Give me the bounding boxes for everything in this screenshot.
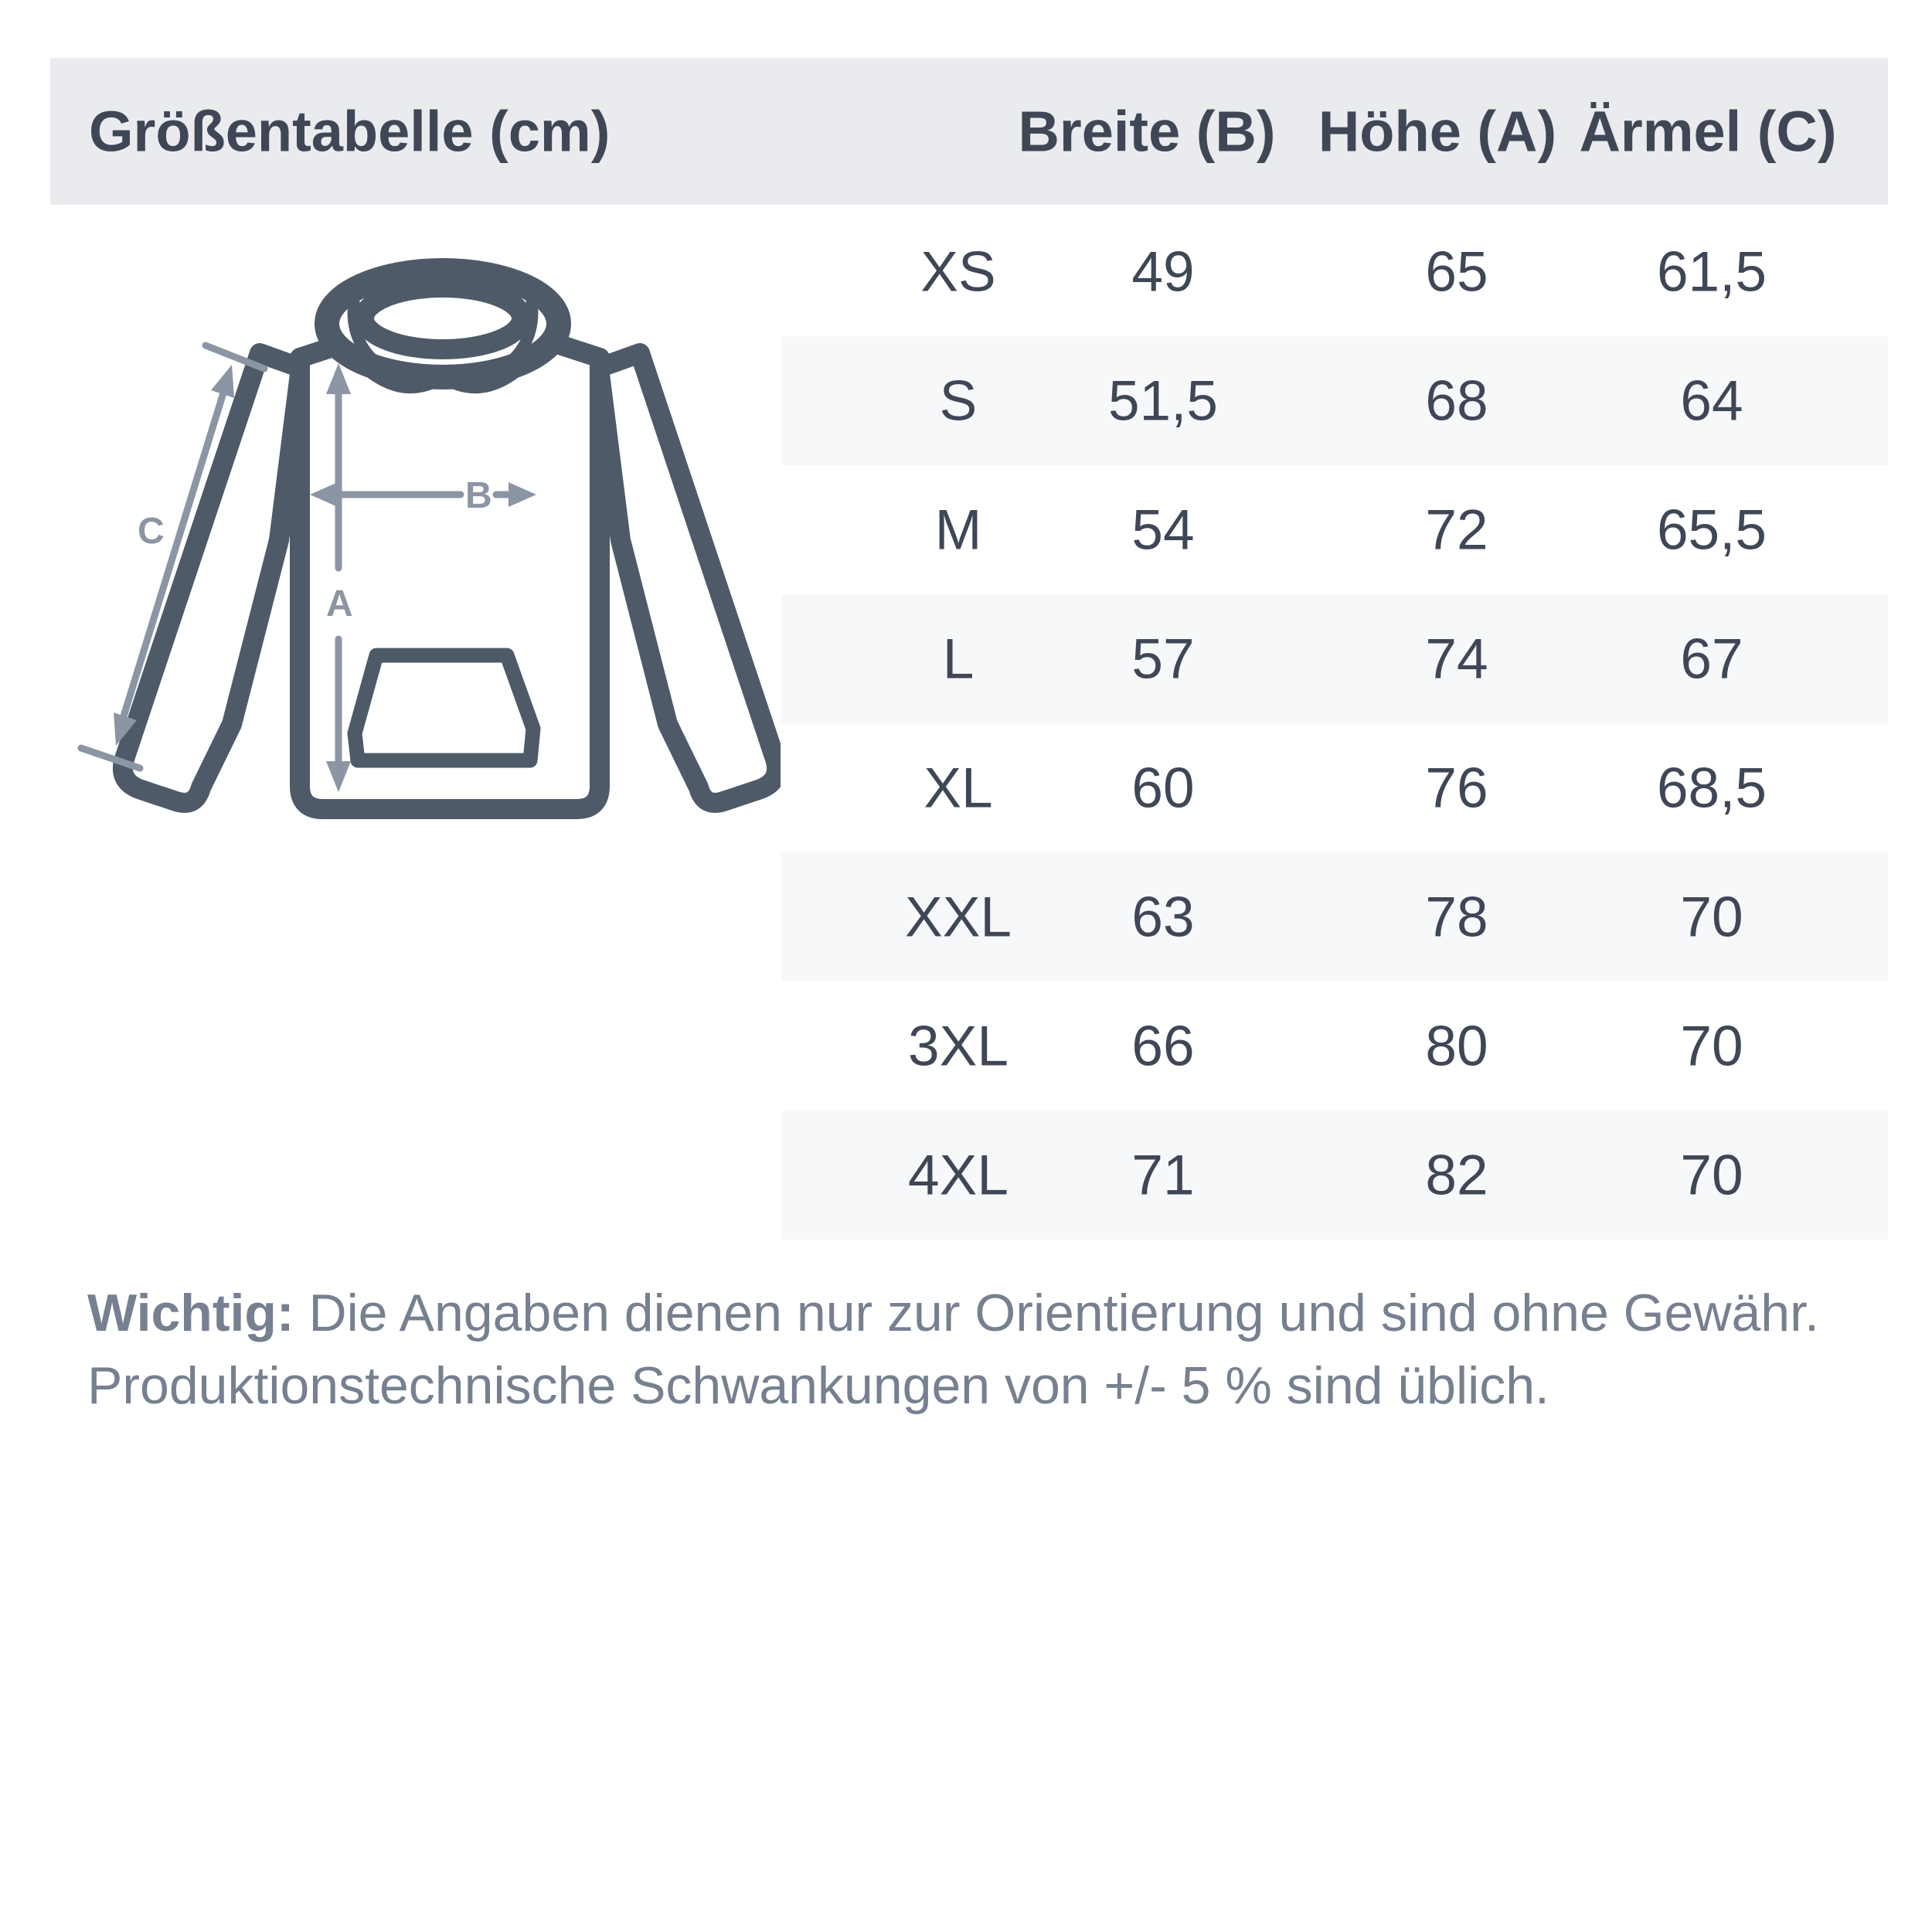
page-title: Größentabelle (cm) xyxy=(89,99,611,164)
hoodie-diagram xyxy=(46,151,781,846)
cell-b: 51,5 xyxy=(1107,369,1219,432)
hoodie-pocket xyxy=(355,655,533,760)
cell-a: 68 xyxy=(1425,369,1488,432)
cell-b: 54 xyxy=(1131,498,1195,561)
cell-size: M xyxy=(934,498,982,561)
cell-a: 82 xyxy=(1425,1144,1488,1206)
disclaimer-line1-text: Die Angaben dienen nur zur Orientierung und sind ohne Gewähr. xyxy=(294,1284,1819,1342)
column-header-aermel: Ärmel (C) xyxy=(1579,99,1837,164)
disclaimer-bold: Wichtig: xyxy=(87,1284,294,1342)
cell-c: 70 xyxy=(1680,886,1743,948)
disclaimer-line2: Produktionstechnische Schwankungen von +/- 5 % sind üblich. xyxy=(87,1356,1549,1415)
cell-a: 65 xyxy=(1425,240,1488,303)
column-header-breite: Breite (B) xyxy=(1018,99,1276,164)
arrow-c-head-up xyxy=(211,365,234,398)
cell-a: 76 xyxy=(1425,757,1488,819)
label-b: B xyxy=(465,475,492,516)
cell-c: 64 xyxy=(1680,369,1743,432)
table-row xyxy=(781,981,1888,1111)
hoodie-right-sleeve xyxy=(599,353,777,803)
table-row xyxy=(781,207,1888,336)
cell-size: L xyxy=(942,628,975,690)
table-row xyxy=(781,336,1888,465)
cell-b: 49 xyxy=(1131,240,1195,303)
table-row xyxy=(781,723,1888,852)
cell-b: 66 xyxy=(1131,1015,1195,1077)
table-row xyxy=(781,1111,1888,1240)
column-header-hoehe: Höhe (A) xyxy=(1318,99,1557,164)
cell-size: S xyxy=(939,369,978,432)
disclaimer-line1 xyxy=(87,1284,1819,1342)
cell-size: XL xyxy=(923,757,993,819)
cell-c: 61,5 xyxy=(1656,240,1767,303)
disclaimer-note xyxy=(87,1277,1880,1422)
cell-c: 70 xyxy=(1680,1144,1743,1206)
cell-b: 60 xyxy=(1131,757,1195,819)
cell-size: 4XL xyxy=(908,1144,1009,1206)
cell-b: 63 xyxy=(1131,886,1195,948)
cell-c: 68,5 xyxy=(1656,757,1767,819)
cell-b: 57 xyxy=(1131,628,1195,690)
table-row xyxy=(781,465,1888,594)
cell-c: 65,5 xyxy=(1656,498,1767,561)
label-a: A xyxy=(326,583,353,624)
cell-c: 67 xyxy=(1680,628,1743,690)
cell-a: 78 xyxy=(1425,886,1488,948)
table-row xyxy=(781,852,1888,981)
cell-a: 80 xyxy=(1425,1015,1488,1077)
cell-b: 71 xyxy=(1131,1144,1195,1206)
table-row xyxy=(781,594,1888,723)
cell-size: XS xyxy=(920,240,996,303)
label-c: C xyxy=(138,511,165,552)
cell-c: 70 xyxy=(1680,1015,1743,1077)
cell-a: 72 xyxy=(1425,498,1488,561)
hoodie-measurement-illustration xyxy=(46,151,781,846)
cell-size: 3XL xyxy=(908,1015,1009,1077)
cell-a: 74 xyxy=(1425,628,1488,690)
cell-size: XXL xyxy=(905,886,1012,948)
